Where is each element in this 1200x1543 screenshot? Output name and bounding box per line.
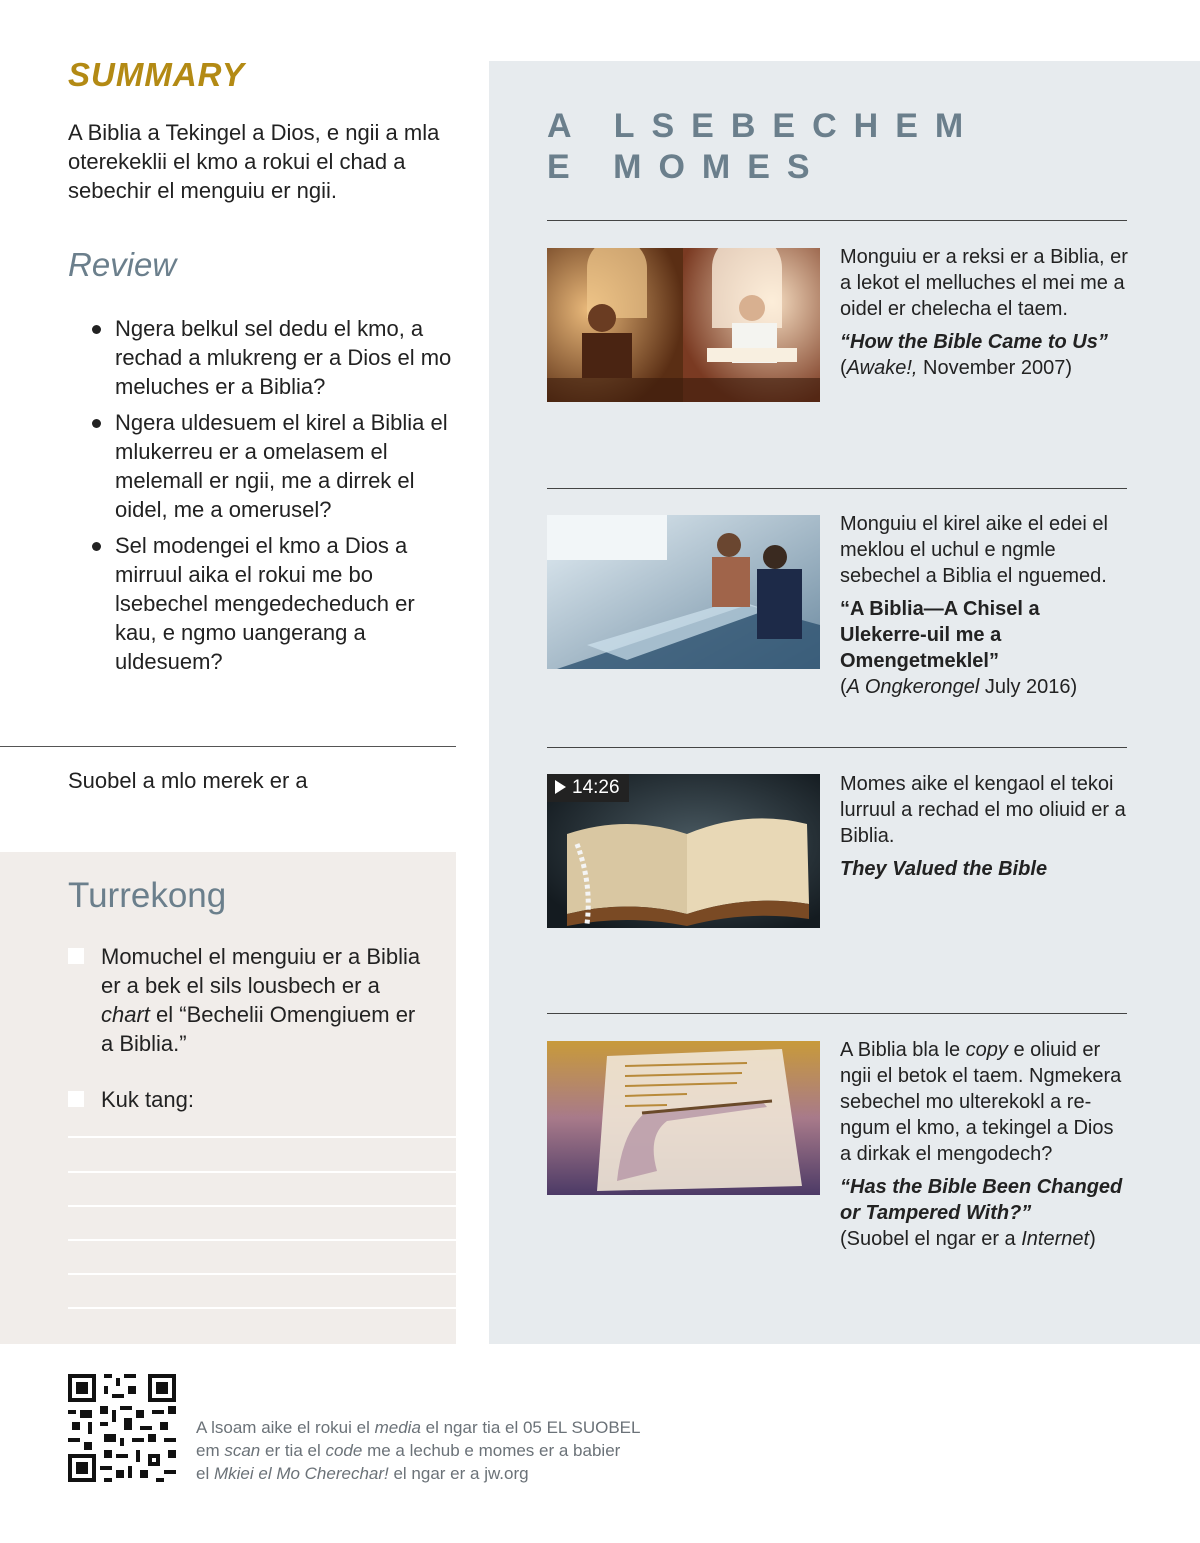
review-question — [92, 408, 452, 524]
write-line[interactable] — [68, 1273, 456, 1275]
footer-note: A lsoam aike el rokui el media el ngar tia el 05 EL SUOBEL em scan er tia el code me a lechub e momes er a babier el Mkiei el Mo Cherechar! el ngar er a jw.org — [196, 1418, 641, 1483]
write-line[interactable] — [68, 1205, 456, 1207]
media-item-4 — [840, 1037, 1130, 1252]
media-source: (Awake!, November 2007) — [840, 357, 1072, 379]
review-question — [92, 531, 452, 676]
goal-item-2 — [68, 1085, 428, 1114]
article-link[interactable]: “A Biblia—A Chisel a Ulekerre-uil me a Omengetmeklel” — [840, 598, 1040, 672]
goal-checkbox[interactable] — [68, 948, 84, 964]
review-question — [92, 314, 452, 401]
museum-couple-image[interactable] — [547, 515, 820, 669]
write-line[interactable] — [68, 1239, 456, 1241]
media-source: (A Ongkerongel July 2016) — [840, 676, 1078, 698]
write-line[interactable] — [68, 1171, 456, 1173]
media-source: (Suobel el ngar er a Internet) — [840, 1228, 1096, 1250]
qr-code[interactable] — [68, 1374, 176, 1482]
media-description: Monguiu er a reksi er a Biblia, er a lekot el melluches el mei me a oidel er chelecha el taem. — [840, 246, 1128, 320]
divider — [547, 747, 1127, 748]
divider — [547, 220, 1127, 221]
video-link[interactable]: They Valued the Bible — [840, 858, 1048, 880]
write-line[interactable] — [68, 1307, 456, 1309]
bullet-icon — [92, 325, 101, 334]
copying-manuscript-image[interactable] — [547, 1041, 820, 1195]
old-bible-video-thumbnail[interactable] — [547, 774, 820, 928]
goal-item-text: Momuchel el menguiu er a Biblia er a bek el sils lousbech er a chart el “Bechelii Omengiuem er a Biblia.” — [101, 944, 421, 1056]
media-item-2 — [840, 511, 1130, 700]
article-link[interactable]: “How the Bible Came to Us” — [840, 331, 1108, 353]
media-description: Momes aike el kengaol el tekoi lurruul a rechad el mo oliuid er a Biblia. — [840, 773, 1126, 847]
goal-item-text: Kuk tang: — [101, 1087, 194, 1112]
write-line[interactable] — [68, 1136, 456, 1138]
goal-item-1 — [68, 942, 428, 1058]
media-item-3 — [840, 771, 1130, 882]
bullet-icon — [92, 542, 101, 551]
video-duration-badge: 14:26 — [547, 774, 629, 802]
media-description: Monguiu el kirel aike el edei el meklou el uchul e ngmle sebechel a Biblia el nguemed. — [840, 513, 1108, 587]
review-question-text: Ngera uldesuem el kirel a Biblia el mlukerreu er a omelasem el melemall er ngii, me a dirrek el oidel, me a omerusel? — [115, 410, 448, 522]
divider — [547, 1013, 1127, 1014]
media-item-1 — [840, 244, 1130, 381]
studied-date-label: Suobel a mlo merek er a — [68, 768, 308, 793]
review-question-text: Ngera belkul sel dedu el kmo, a rechad a mlukreng er a Dios el mo meluches er a Biblia? — [115, 316, 452, 399]
bullet-icon — [92, 419, 101, 428]
goal-heading: Turrekong — [68, 876, 227, 915]
divider — [0, 746, 456, 747]
divider — [547, 488, 1127, 489]
goal-checkbox[interactable] — [68, 1091, 84, 1107]
review-heading: Review — [68, 246, 177, 283]
article-link[interactable]: “Has the Bible Been Changed or Tampered With?” — [840, 1176, 1123, 1224]
more-heading: A LSEBECHEM E MOMES — [547, 107, 981, 186]
media-description: A Biblia bla le copy e oliuid er ngii el betok el taem. Ngmekera sebechel mo ulterekokl a re-ngum el kmo, a tekingel a Dios a dirkak el mengodech? — [840, 1039, 1122, 1165]
scribes-painting-image[interactable] — [547, 248, 820, 402]
summary-heading: SUMMARY — [68, 56, 245, 93]
play-icon — [555, 780, 566, 794]
review-question-text: Sel modengei el kmo a Dios a mirruul aika el rokui me bo lsebechel mengedecheduch er kau, e ngmo uangerang a uldesuem? — [115, 533, 415, 674]
summary-text: A Biblia a Tekingel a Dios, e ngii a mla oterekeklii el kmo a rokui el chad a sebechir el menguiu er ngii. — [68, 120, 440, 203]
review-list — [92, 314, 452, 683]
